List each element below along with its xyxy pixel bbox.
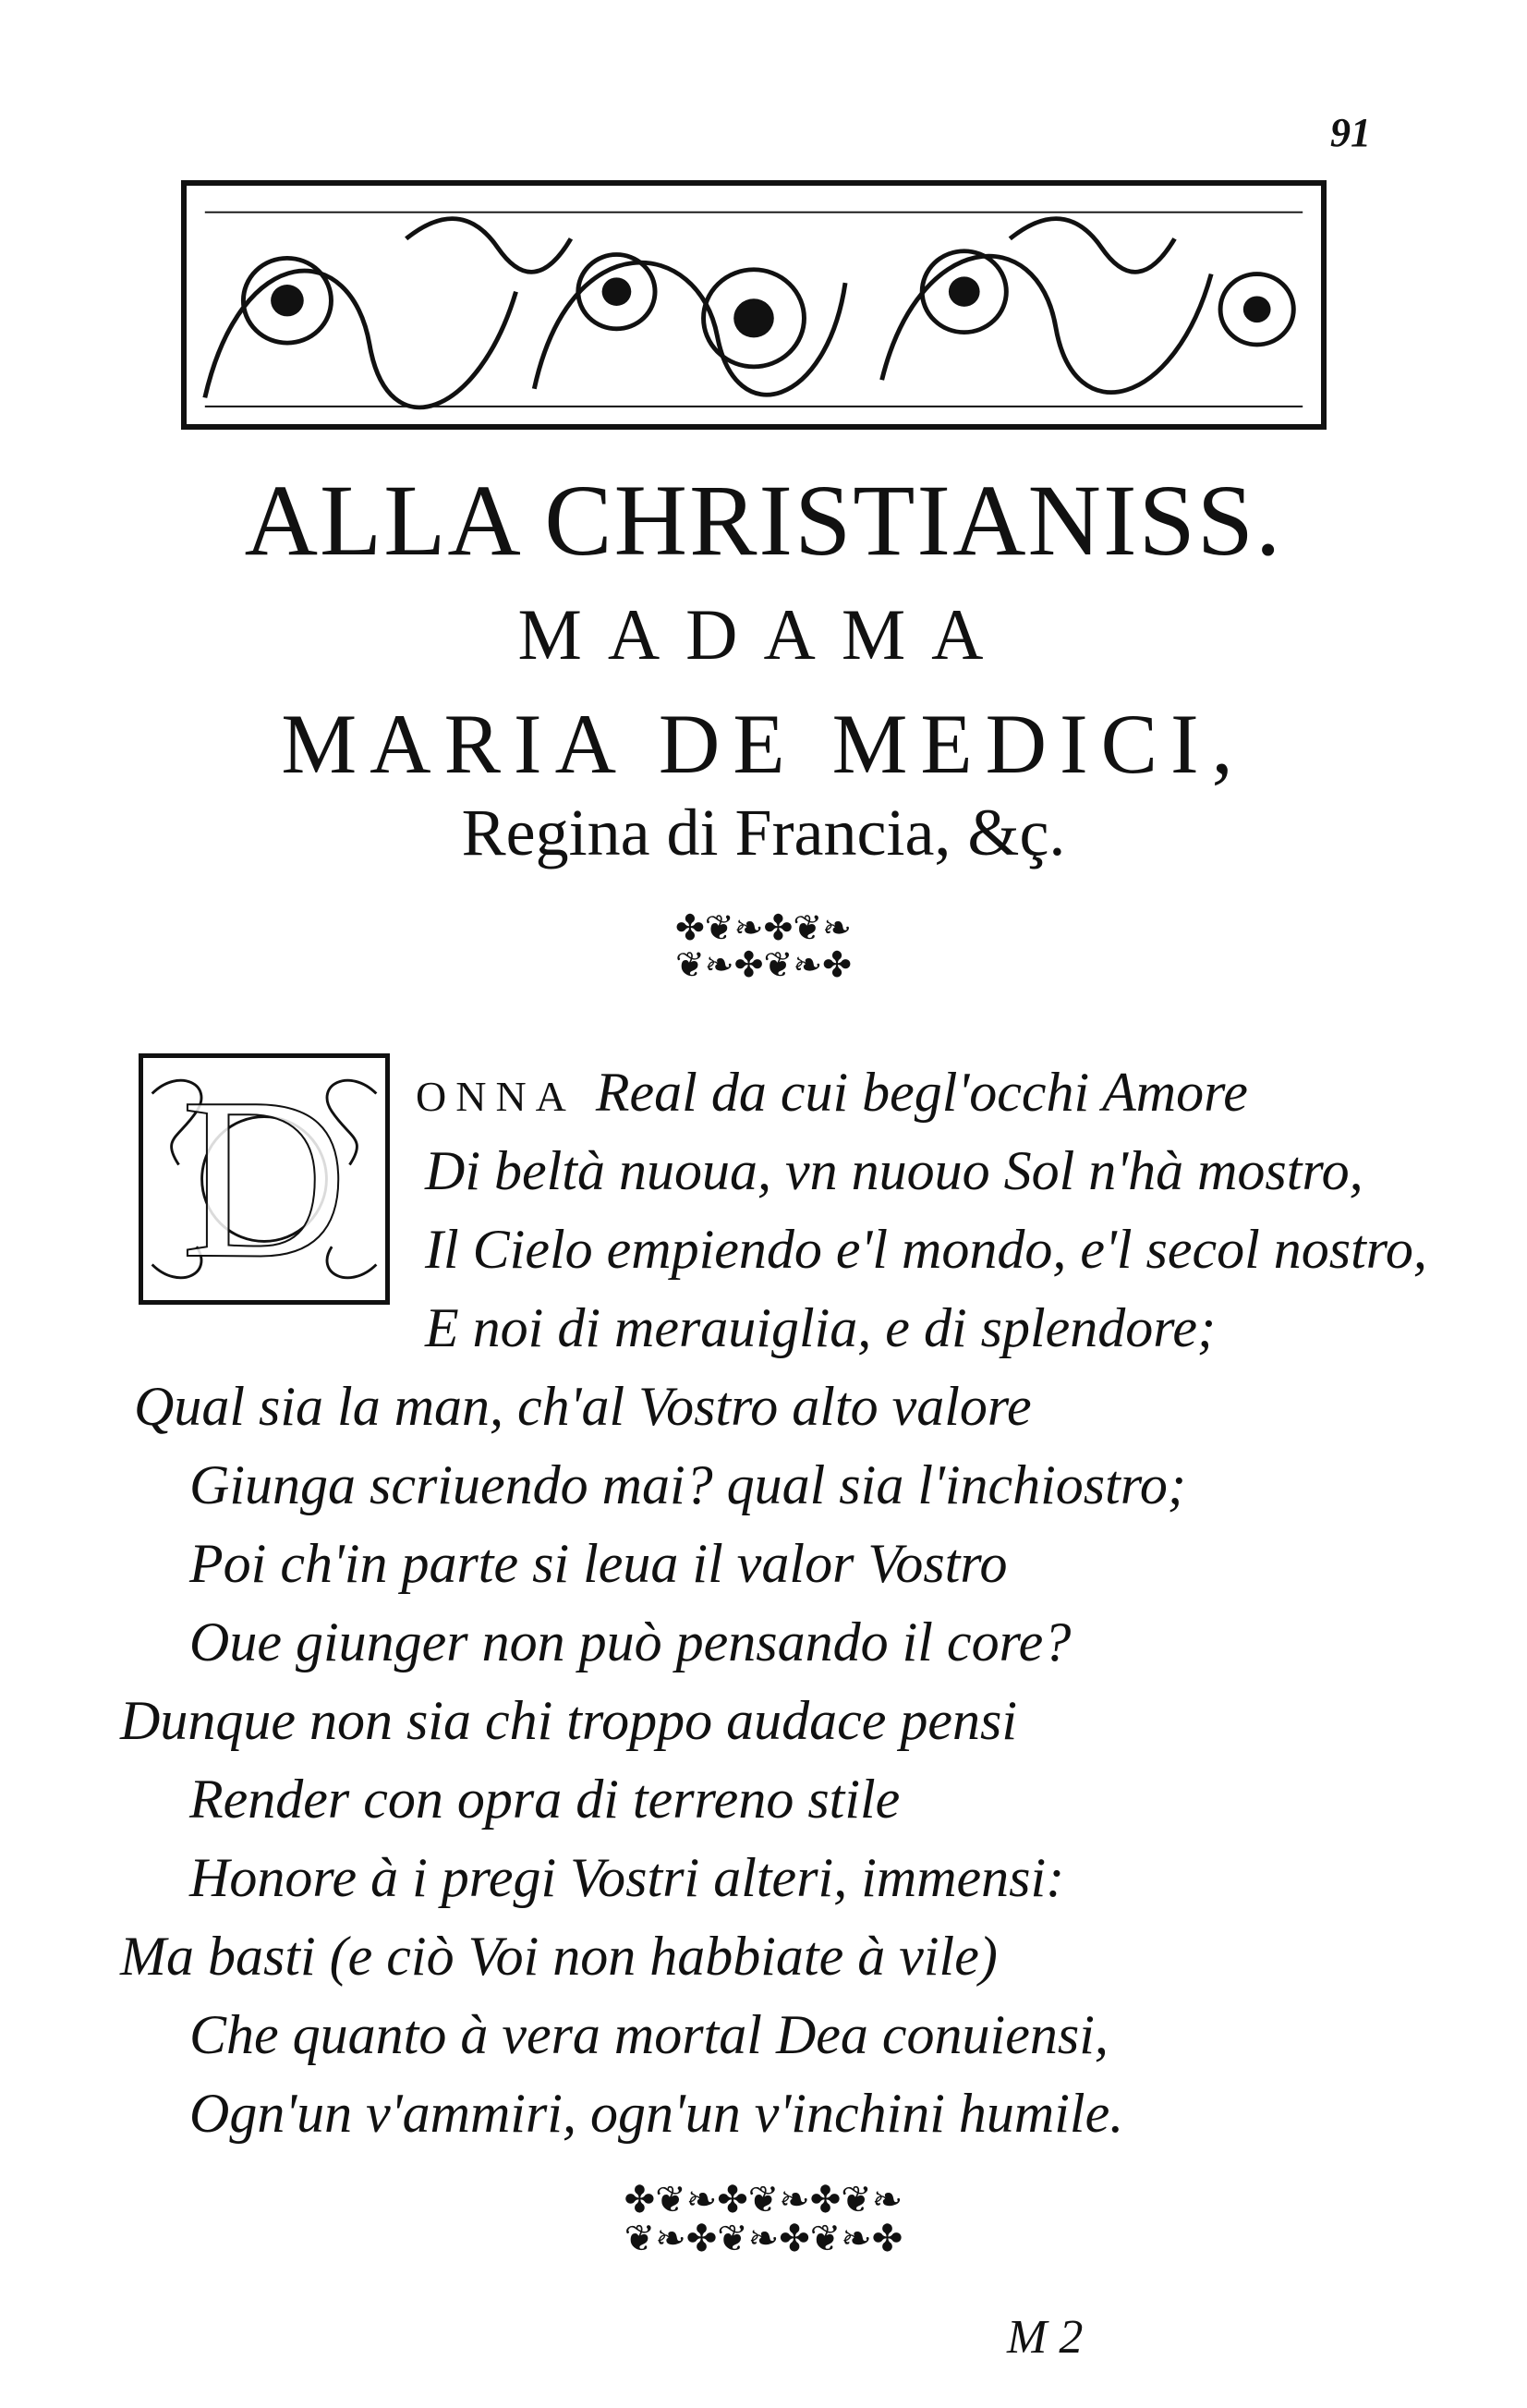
- verse-line: Qual sia la man, ch'al Vostro alto valore: [134, 1376, 1032, 1437]
- decorated-initial: [139, 1053, 390, 1305]
- fleuron-row: ✤❦❧✤❦❧: [674, 907, 853, 948]
- verse-line: Honore à i pregi Vostri alteri, immensi:: [189, 1847, 1065, 1908]
- verse-line: Oue giunger non può pensando il core?: [189, 1611, 1072, 1672]
- verse-line: Il Cielo empiendo e'l mondo, e'l secol nostro,: [425, 1219, 1427, 1280]
- verse-line: Che quanto à vera mortal Dea conuiensi,: [189, 2004, 1109, 2065]
- fleuron-ornament-top: [0, 907, 1527, 985]
- verse-line: Ogn'un v'ammiri, ogn'un v'inchini humile.: [189, 2083, 1124, 2144]
- verse-line: Dunque non sia chi troppo audace pensi: [120, 1690, 1017, 1751]
- title-line-3: MARIA DE MEDICI,: [281, 697, 1246, 791]
- fleuron-row: ❦❧✤❦❧✤: [674, 943, 853, 985]
- verse-line: Poi ch'in parte si leua il valor Vostro: [189, 1533, 1008, 1594]
- title-line-4: Regina di Francia, &ç.: [461, 796, 1066, 870]
- first-word-smallcaps: ONNA: [416, 1073, 576, 1120]
- verse-text: Real da cui begl'occhi Amore: [595, 1062, 1248, 1123]
- title-line-1: ALLA CHRISTIANISS.: [244, 464, 1283, 577]
- fleuron-row: ❦❧✤❦❧✤❦❧✤: [624, 2218, 903, 2260]
- initial-letter: D: [180, 1051, 348, 1307]
- fleuron-row: ✤❦❧✤❦❧✤❦❧: [624, 2179, 903, 2221]
- signature-mark: M 2: [1007, 2311, 1084, 2364]
- verse-line: Giunga scriuendo mai? qual sia l'inchiostro;: [189, 1454, 1186, 1515]
- verse-line: Di beltà nuoua, vn nuouo Sol n'hà mostro,: [425, 1140, 1363, 1201]
- decorative-headpiece: [181, 180, 1327, 430]
- verse-line: E noi di merauiglia, e di splendore;: [425, 1297, 1216, 1358]
- verse-line: [416, 1062, 1248, 1123]
- title-line-2: MADAMA: [517, 594, 1010, 675]
- verse-line: Render con opra di terreno stile: [189, 1769, 901, 1830]
- page-number: 91: [1330, 110, 1371, 155]
- fleuron-ornament-bottom: [0, 2181, 1527, 2258]
- verse-line: Ma basti (e ciò Voi non habbiate à vile): [120, 1926, 998, 1987]
